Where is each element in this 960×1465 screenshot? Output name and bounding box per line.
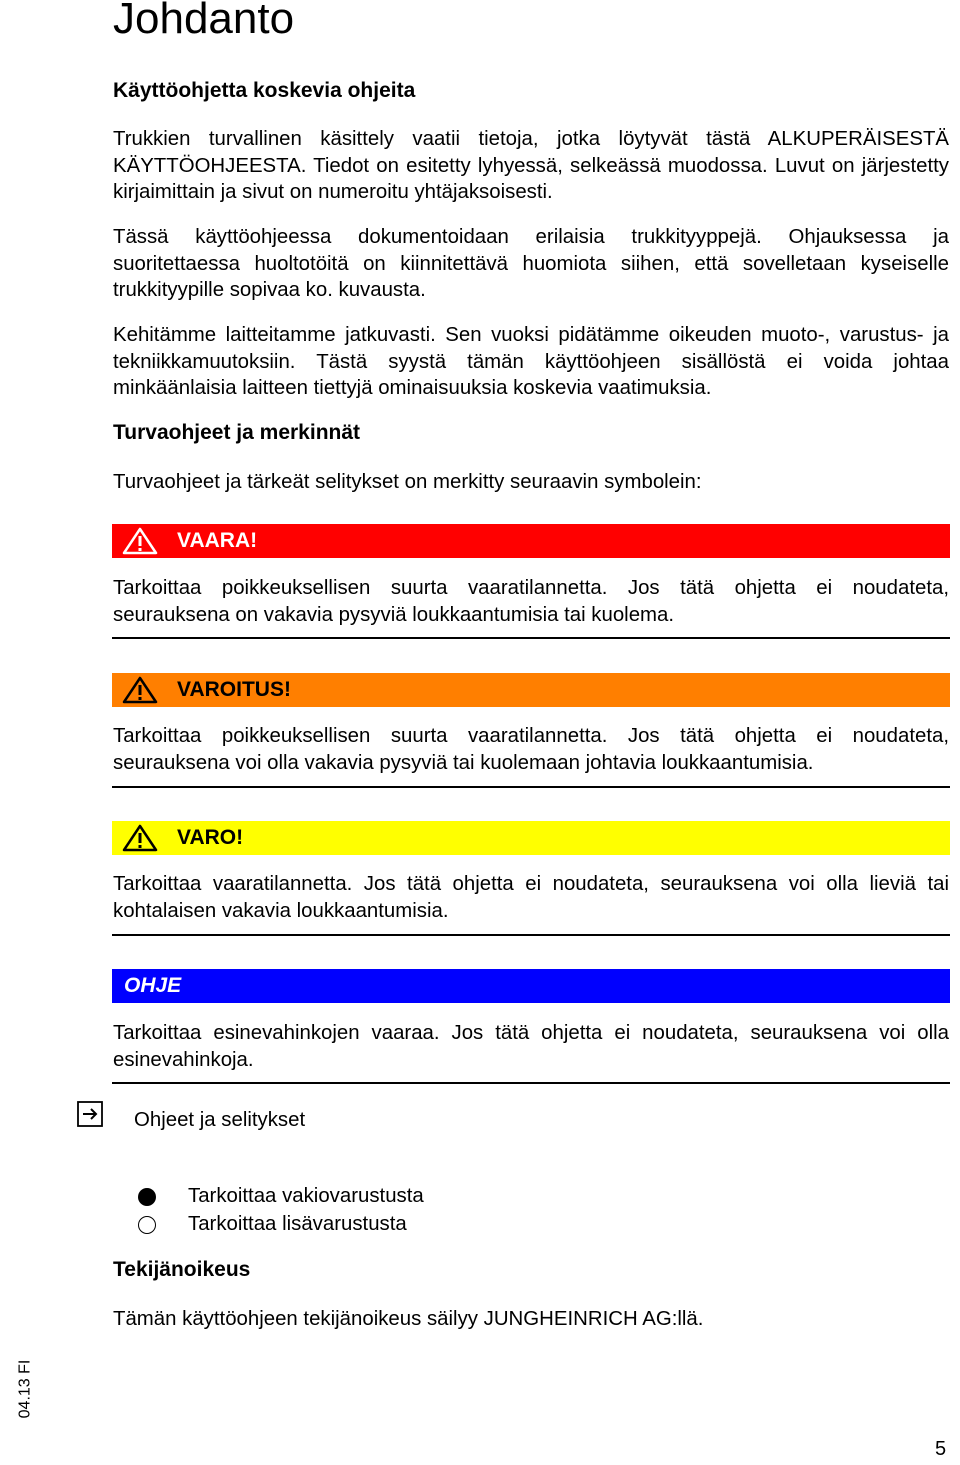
divider bbox=[112, 1082, 950, 1084]
danger-text: Tarkoittaa poikkeuksellisen suurta vaaratilannetta. Jos tätä ohjetta ei noudateta, seurauksena on vakavia pysyviä loukkaantumisia tai kuolema. bbox=[113, 577, 949, 626]
section-heading-usage: Käyttöohjetta koskevia ohjeita bbox=[113, 79, 416, 102]
caution-banner bbox=[112, 821, 950, 855]
hollow-circle-icon bbox=[138, 1216, 156, 1234]
arrow-right-box-icon bbox=[77, 1101, 103, 1127]
divider bbox=[112, 786, 950, 788]
notice-banner bbox=[112, 969, 950, 1003]
divider bbox=[112, 637, 950, 639]
paragraph-usage-3: Kehitämme laitteitamme jatkuvasti. Sen vuoksi pidätämme oikeuden muoto-, varustus- ja tekniikkamuutoksiin. Tästä syystä tämän käyttöohjeen sisällöstä ei voida johtaa minkäänlaisia laitteen tiettyjä ominaisuuksia koskevia vaatimuksia. bbox=[113, 324, 949, 399]
warning-label: VAROITUS! bbox=[177, 678, 291, 701]
paragraph-usage-2: Tässä käyttöohjeessa dokumentoidaan erilaisia trukkityyppejä. Ohjauksessa ja suoritettaessa huoltotöitä on kiinnitettävä huomiota siihen, että sovelletaan kyseiselle trukkityypille sopivaa ko. kuvausta. bbox=[113, 226, 949, 301]
filled-circle-icon bbox=[138, 1188, 156, 1206]
page-title: Johdanto bbox=[113, 0, 295, 43]
warning-triangle-icon bbox=[122, 824, 158, 852]
page-number: 5 bbox=[935, 1438, 947, 1460]
danger-label: VAARA! bbox=[177, 529, 258, 552]
hint-text: Ohjeet ja selitykset bbox=[134, 1109, 306, 1131]
warning-text: Tarkoittaa poikkeuksellisen suurta vaaratilannetta. Jos tätä ohjetta ei noudateta, seurauksena voi olla vakavia pysyviä tai kuolemaan johtavia loukkaantumisia. bbox=[113, 725, 949, 774]
warning-triangle-icon bbox=[122, 527, 158, 555]
section-heading-safety: Turvaohjeet ja merkinnät bbox=[113, 421, 361, 444]
danger-banner bbox=[112, 524, 950, 558]
section-heading-copyright: Tekijänoikeus bbox=[113, 1258, 251, 1281]
legend-optional-text: Tarkoittaa lisävarustusta bbox=[188, 1213, 407, 1235]
legend-item-optional bbox=[138, 1213, 407, 1236]
legend-standard-text: Tarkoittaa vakiovarustusta bbox=[188, 1185, 424, 1207]
notice-label: OHJE bbox=[124, 974, 182, 997]
legend-item-standard bbox=[138, 1185, 424, 1208]
warning-banner bbox=[112, 673, 950, 707]
paragraph-safety-intro: Turvaohjeet ja tärkeät selitykset on merkitty seuraavin symbolein: bbox=[113, 471, 702, 493]
notice-text: Tarkoittaa esinevahinkojen vaaraa. Jos tätä ohjetta ei noudateta, seurauksena voi olla esinevahinkoja. bbox=[113, 1022, 949, 1071]
edition-label: 04.13 FI bbox=[16, 1359, 34, 1419]
warning-triangle-icon bbox=[122, 676, 158, 704]
divider bbox=[112, 934, 950, 936]
copyright-text: Tämän käyttöohjeen tekijänoikeus säilyy JUNGHEINRICH AG:llä. bbox=[113, 1308, 704, 1330]
caution-label: VARO! bbox=[177, 826, 244, 849]
paragraph-usage-1: Trukkien turvallinen käsittely vaatii tietoja, jotka löytyvät tästä ALKUPERÄISESTÄ KÄYTTÖOHJEESTA. Tiedot on esitetty lyhyessä, selkeässä muodossa. Luvut on järjestetty kirjaimittain ja sivut on numeroitu yhtäjaksoisesti. bbox=[113, 128, 949, 203]
caution-text: Tarkoittaa vaaratilannetta. Jos tätä ohjetta ei noudateta, seurauksena voi olla lieviä tai kohtalaisen vakavia loukkaantumisia. bbox=[113, 873, 949, 922]
